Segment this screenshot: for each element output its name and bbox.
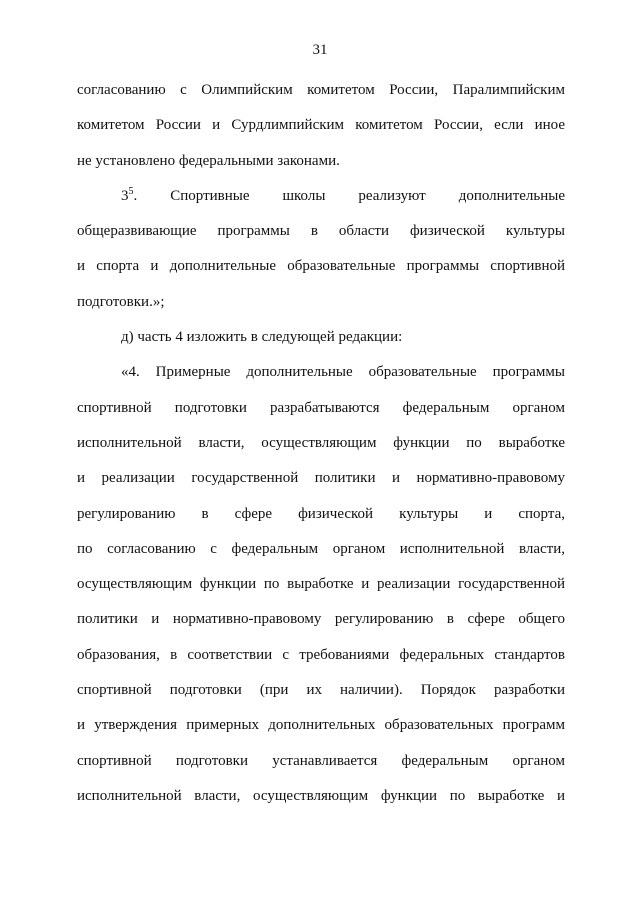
text-line: исполнительной власти, осуществляющим функции по выработке и [77,787,565,804]
text-line: комитетом России и Сурдлимпийским комитетом России, если иное [77,117,565,134]
clause-number-superscript: 5 [128,185,134,197]
text-line: Спортивные школы реализуют дополнительные [170,187,566,204]
text-line: спортивной подготовки разрабатываются федеральным органом [77,399,565,416]
page-number: 31 [312,42,328,58]
text-line: спортивной подготовки (при их наличии). Порядок разработки [77,682,565,699]
text-line: согласованию с Олимпийским комитетом России, Паралимпийским [77,82,565,98]
text-line: общеразвивающие программы в области физической культуры [77,223,565,240]
text-line: спортивной подготовки устанавливается федеральным органом [77,752,565,769]
text-line: политики и нормативно-правовому регулированию в сфере общего [77,611,565,628]
text-line: исполнительной власти, осуществляющим функции по выработке [77,434,565,451]
clause-line [77,185,565,220]
text-line: «4. Примерные дополнительные образовательные программы [121,364,565,381]
clause-number-base: 3 [121,187,129,204]
text-line: не установлено федеральными законами. [77,152,340,169]
clause-number [121,185,138,204]
text-line: регулированию в сфере физической культуры и спорта, [77,505,565,522]
text-line: образования, в соответствии с требованиями федеральных стандартов [77,646,565,663]
text-line: по согласованию с федеральным органом исполнительной власти, [77,540,565,557]
text-line: и утверждения примерных дополнительных образовательных программ [77,717,565,734]
text-line: подготовки.»; [77,293,165,310]
text-line: и спорта и дополнительные образовательные программы спортивной [77,258,565,275]
text-line: д) часть 4 изложить в следующей редакции: [121,329,403,346]
document-body [77,79,565,820]
clause-number-suffix: . [133,187,138,204]
text-line: и реализации государственной политики и нормативно-правовому [77,470,565,487]
text-line: осуществляющим функции по выработке и реализации государственной [77,576,565,593]
